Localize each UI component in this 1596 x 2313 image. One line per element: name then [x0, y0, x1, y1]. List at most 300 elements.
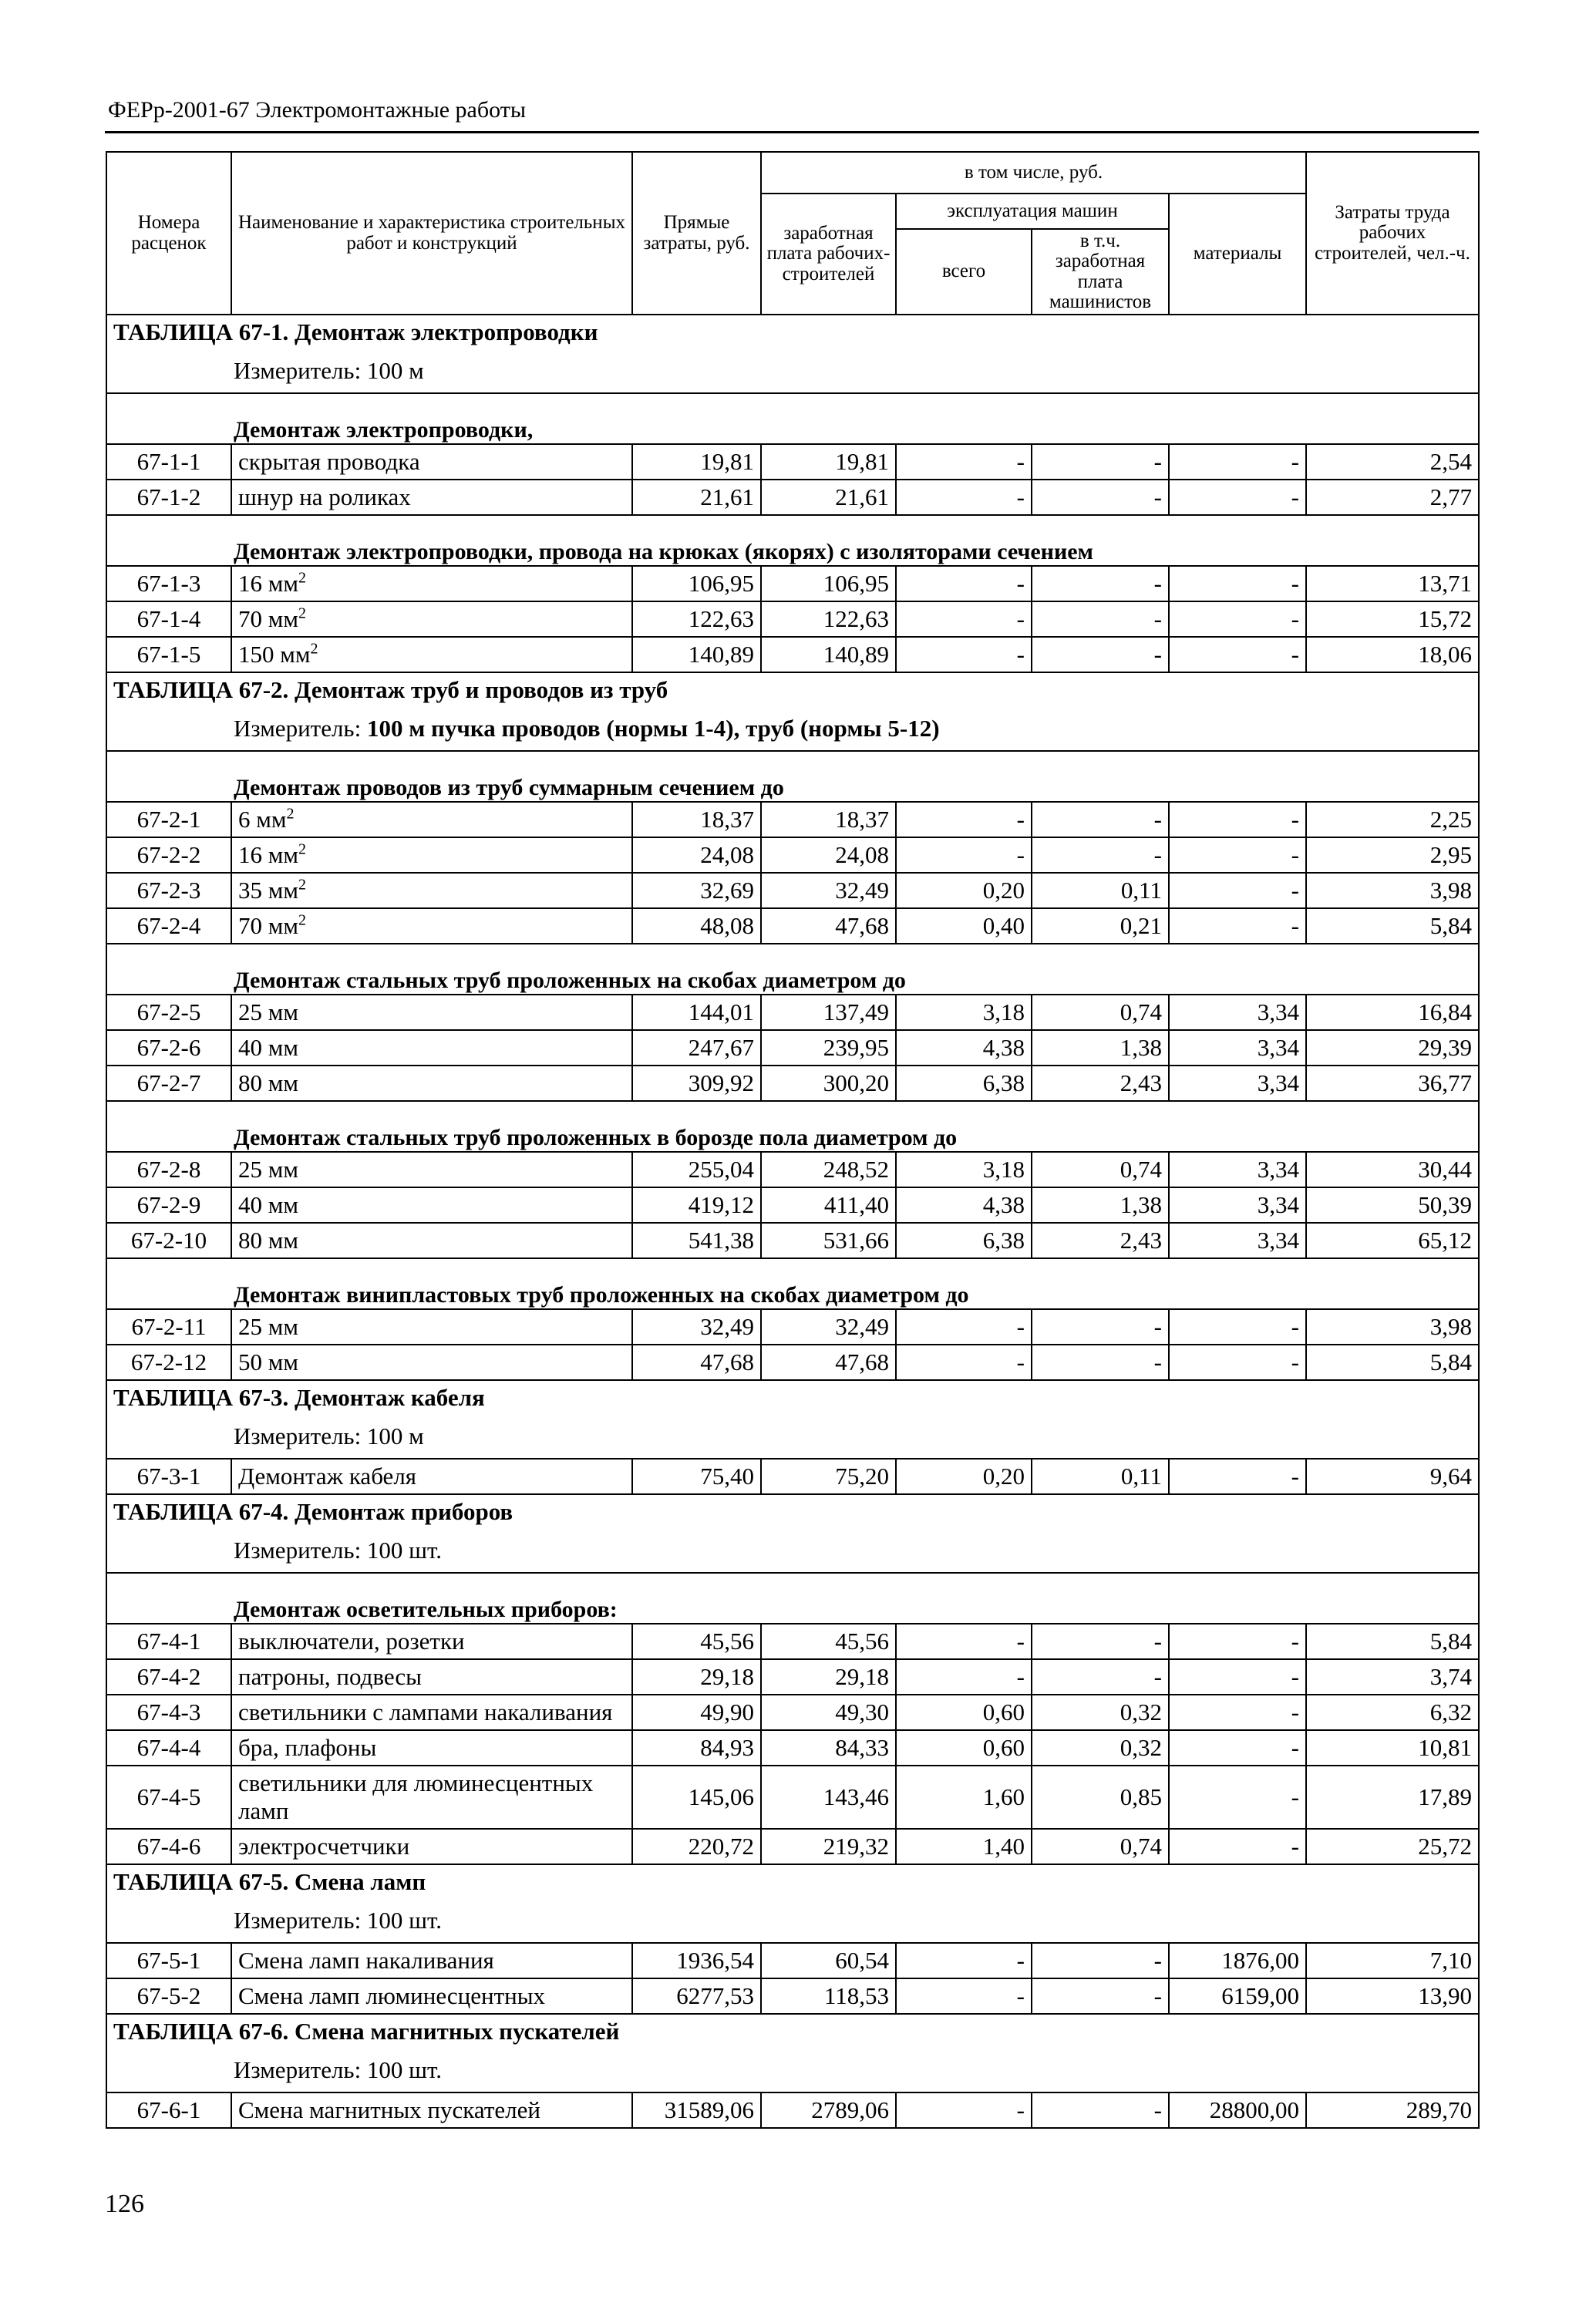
col-header-direct-costs: Прямые затраты, руб. [632, 152, 761, 315]
labor-value: 65,12 [1306, 1223, 1479, 1258]
materials-value: - [1169, 1309, 1306, 1345]
machines-total-value: - [896, 566, 1032, 601]
table-row [106, 601, 1479, 637]
work-name [231, 480, 632, 515]
group-title: Демонтаж стальных труб проложенных в борозде пола диаметром до [106, 1101, 1479, 1152]
work-name [231, 637, 632, 672]
machinists-wages-value: 0,11 [1032, 1459, 1169, 1494]
direct-costs-value: 84,93 [632, 1730, 761, 1766]
work-name [231, 601, 632, 637]
labor-value: 5,84 [1306, 908, 1479, 944]
rate-code: 67-2-1 [106, 802, 231, 837]
materials-value: - [1169, 1624, 1306, 1659]
labor-value: 5,84 [1306, 1345, 1479, 1380]
labor-value: 18,06 [1306, 637, 1479, 672]
measure-row [106, 1415, 1479, 1459]
materials-value: - [1169, 566, 1306, 601]
materials-value: - [1169, 1345, 1306, 1380]
table-title: ТАБЛИЦА 67-4. Демонтаж приборов [106, 1494, 1479, 1529]
labor-value: 50,39 [1306, 1187, 1479, 1223]
col-header-labor: Затраты труда рабочих строителей, чел.-ч. [1306, 152, 1479, 315]
unit-exponent: 2 [310, 640, 318, 658]
machinists-wages-value: 0,74 [1032, 1152, 1169, 1187]
col-header-machinists-wages: в т.ч. заработная плата машинистов [1032, 229, 1169, 315]
work-name [231, 1066, 632, 1101]
machines-total-value: 1,40 [896, 1829, 1032, 1864]
materials-value: 3,34 [1169, 1223, 1306, 1258]
direct-costs-value: 255,04 [632, 1152, 761, 1187]
machines-total-value: - [896, 1978, 1032, 2014]
machines-total-value: - [896, 601, 1032, 637]
work-name-text: Смена ламп люминесцентных [238, 1981, 546, 2009]
measure-value: 100 м пучка проводов (нормы 1-4), труб (нормы 5-12) [366, 714, 940, 742]
direct-costs-value: 140,89 [632, 637, 761, 672]
work-name [231, 1943, 632, 1978]
wages-value: 411,40 [761, 1187, 896, 1223]
work-name-text: светильники с лампами накаливания [238, 1698, 613, 1725]
labor-value: 3,98 [1306, 873, 1479, 908]
work-name-text: 40 мм [238, 1190, 298, 1218]
machines-total-value: 0,60 [896, 1730, 1032, 1766]
machines-total-value: 1,60 [896, 1766, 1032, 1829]
wages-value: 140,89 [761, 637, 896, 672]
labor-value: 29,39 [1306, 1030, 1479, 1066]
table-title: ТАБЛИЦА 67-2. Демонтаж труб и проводов из труб [106, 672, 1479, 707]
wages-value: 32,49 [761, 873, 896, 908]
labor-value: 36,77 [1306, 1066, 1479, 1101]
materials-value: 28800,00 [1169, 2092, 1306, 2128]
table-row [106, 873, 1479, 908]
unit-exponent: 2 [298, 911, 306, 929]
col-header-machines: эксплуатация машин [896, 194, 1169, 229]
machines-total-value: - [896, 444, 1032, 480]
measure-unit: Измеритель: 100 шт. [106, 2049, 1479, 2092]
labor-value: 289,70 [1306, 2092, 1479, 2128]
table-title-row [106, 1494, 1479, 1529]
wages-value: 122,63 [761, 601, 896, 637]
machines-total-value: 3,18 [896, 995, 1032, 1030]
wages-value: 49,30 [761, 1695, 896, 1730]
work-name-text: Демонтаж кабеля [238, 1462, 417, 1490]
machinists-wages-value: - [1032, 480, 1169, 515]
direct-costs-value: 29,18 [632, 1659, 761, 1695]
machinists-wages-value: 1,38 [1032, 1187, 1169, 1223]
work-name-text: Смена магнитных пускателей [238, 2096, 540, 2123]
labor-value: 5,84 [1306, 1624, 1479, 1659]
work-name [231, 1345, 632, 1380]
table-row [106, 2092, 1479, 2128]
table-row [106, 802, 1479, 837]
machinists-wages-value: 0,11 [1032, 873, 1169, 908]
rate-code: 67-4-1 [106, 1624, 231, 1659]
wages-value: 248,52 [761, 1152, 896, 1187]
direct-costs-value: 419,12 [632, 1187, 761, 1223]
direct-costs-value: 106,95 [632, 566, 761, 601]
materials-value: - [1169, 1730, 1306, 1766]
work-name-text: 80 мм [238, 1226, 298, 1254]
work-name [231, 1695, 632, 1730]
labor-value: 25,72 [1306, 1829, 1479, 1864]
direct-costs-value: 24,08 [632, 837, 761, 873]
work-name [231, 1624, 632, 1659]
group-title: Демонтаж винипластовых труб проложенных на скобах диаметром до [106, 1258, 1479, 1309]
labor-value: 7,10 [1306, 1943, 1479, 1978]
machinists-wages-value: 2,43 [1032, 1066, 1169, 1101]
machinists-wages-value: - [1032, 837, 1169, 873]
wages-value: 32,49 [761, 1309, 896, 1345]
materials-value: 1876,00 [1169, 1943, 1306, 1978]
work-name-text: бра, плафоны [238, 1733, 377, 1761]
rate-code: 67-2-12 [106, 1345, 231, 1380]
materials-value: - [1169, 837, 1306, 873]
rate-code: 67-2-7 [106, 1066, 231, 1101]
work-name [231, 1459, 632, 1494]
measure-unit: Измеритель: 100 шт. [106, 1899, 1479, 1943]
rate-code: 67-2-6 [106, 1030, 231, 1066]
direct-costs-value: 32,69 [632, 873, 761, 908]
machines-total-value: 3,18 [896, 1152, 1032, 1187]
rate-code: 67-4-5 [106, 1766, 231, 1829]
labor-value: 2,95 [1306, 837, 1479, 873]
page-number: 126 [105, 2190, 144, 2218]
materials-value: - [1169, 1695, 1306, 1730]
direct-costs-value: 48,08 [632, 908, 761, 944]
table-title-row [106, 315, 1479, 349]
table-row [106, 637, 1479, 672]
table-row [106, 1066, 1479, 1101]
measure-unit: Измеритель: 100 шт. [106, 1529, 1479, 1573]
wages-value: 137,49 [761, 995, 896, 1030]
running-header: ФЕРр-2001-67 Электромонтажные работы [108, 97, 527, 123]
unit-exponent: 2 [298, 604, 306, 622]
work-name-text: электросчетчики [238, 1832, 410, 1860]
wages-value: 29,18 [761, 1659, 896, 1695]
unit-exponent: 2 [298, 569, 306, 587]
direct-costs-value: 145,06 [632, 1766, 761, 1829]
labor-value: 16,84 [1306, 995, 1479, 1030]
work-name [231, 2092, 632, 2128]
work-name-text: 80 мм [238, 1069, 298, 1096]
measure-row [106, 1899, 1479, 1943]
machinists-wages-value: - [1032, 2092, 1169, 2128]
direct-costs-value: 6277,53 [632, 1978, 761, 2014]
materials-value: - [1169, 1459, 1306, 1494]
table-row [106, 1030, 1479, 1066]
labor-value: 2,25 [1306, 802, 1479, 837]
materials-value: - [1169, 873, 1306, 908]
labor-value: 17,89 [1306, 1766, 1479, 1829]
machines-total-value: 0,40 [896, 908, 1032, 944]
group-title-row [106, 1258, 1479, 1309]
machinists-wages-value: - [1032, 637, 1169, 672]
work-name-text: 25 мм [238, 1312, 298, 1340]
machines-total-value: - [896, 1659, 1032, 1695]
table-row [106, 1829, 1479, 1864]
table-title: ТАБЛИЦА 67-5. Смена ламп [106, 1864, 1479, 1899]
table-row [106, 1152, 1479, 1187]
measure-row [106, 707, 1479, 751]
materials-value: - [1169, 1659, 1306, 1695]
wages-value: 21,61 [761, 480, 896, 515]
rate-code: 67-2-8 [106, 1152, 231, 1187]
wages-value: 2789,06 [761, 2092, 896, 2128]
work-name-text: скрытая проводка [238, 447, 420, 475]
machines-total-value: 4,38 [896, 1030, 1032, 1066]
machines-total-value: 4,38 [896, 1187, 1032, 1223]
table-row [106, 1943, 1479, 1978]
direct-costs-value: 18,37 [632, 802, 761, 837]
table-row [106, 1223, 1479, 1258]
machines-total-value: 0,20 [896, 1459, 1032, 1494]
work-name-text: 6 мм [238, 805, 287, 833]
materials-value: - [1169, 1829, 1306, 1864]
wages-value: 143,46 [761, 1766, 896, 1829]
direct-costs-value: 21,61 [632, 480, 761, 515]
machines-total-value: - [896, 637, 1032, 672]
measure-unit [106, 707, 1479, 751]
rate-code: 67-1-1 [106, 444, 231, 480]
rate-code: 67-2-11 [106, 1309, 231, 1345]
wages-value: 60,54 [761, 1943, 896, 1978]
wages-value: 47,68 [761, 1345, 896, 1380]
table-row [106, 837, 1479, 873]
rate-code: 67-5-1 [106, 1943, 231, 1978]
rate-code: 67-1-4 [106, 601, 231, 637]
rate-code: 67-2-3 [106, 873, 231, 908]
direct-costs-value: 32,49 [632, 1309, 761, 1345]
wages-value: 75,20 [761, 1459, 896, 1494]
col-header-materials: материалы [1169, 194, 1306, 315]
labor-value: 13,90 [1306, 1978, 1479, 2014]
machines-total-value: - [896, 480, 1032, 515]
wages-value: 47,68 [761, 908, 896, 944]
unit-exponent: 2 [298, 876, 306, 894]
work-name-text: 35 мм [238, 876, 298, 904]
table-row [106, 444, 1479, 480]
rate-code: 67-4-3 [106, 1695, 231, 1730]
work-name [231, 1659, 632, 1695]
table-row [106, 1659, 1479, 1695]
direct-costs-value: 1936,54 [632, 1943, 761, 1978]
machines-total-value: - [896, 1345, 1032, 1380]
rate-code: 67-3-1 [106, 1459, 231, 1494]
machines-total-value: - [896, 837, 1032, 873]
table-row [106, 1187, 1479, 1223]
machines-total-value: - [896, 802, 1032, 837]
work-name-text: 16 мм [238, 569, 298, 597]
materials-value: 3,34 [1169, 995, 1306, 1030]
materials-value: 3,34 [1169, 1187, 1306, 1223]
direct-costs-value: 75,40 [632, 1459, 761, 1494]
work-name-text: выключатели, розетки [238, 1627, 465, 1655]
work-name-text: 25 мм [238, 1155, 298, 1183]
work-name-text: 50 мм [238, 1348, 298, 1375]
wages-value: 84,33 [761, 1730, 896, 1766]
machinists-wages-value: - [1032, 1309, 1169, 1345]
table-row [106, 480, 1479, 515]
header-rule [105, 131, 1479, 133]
rate-code: 67-2-10 [106, 1223, 231, 1258]
labor-value: 10,81 [1306, 1730, 1479, 1766]
direct-costs-value: 541,38 [632, 1223, 761, 1258]
direct-costs-value: 122,63 [632, 601, 761, 637]
work-name [231, 444, 632, 480]
table-title: ТАБЛИЦА 67-6. Смена магнитных пускателей [106, 2014, 1479, 2049]
direct-costs-value: 309,92 [632, 1066, 761, 1101]
group-title: Демонтаж стальных труб проложенных на скобах диаметром до [106, 944, 1479, 995]
col-header-wages: заработная плата рабочих-строителей [761, 194, 896, 315]
machinists-wages-value: - [1032, 1943, 1169, 1978]
measure-row [106, 2049, 1479, 2092]
machinists-wages-value: 1,38 [1032, 1030, 1169, 1066]
work-name [231, 1309, 632, 1345]
machines-total-value: - [896, 1943, 1032, 1978]
work-name [231, 1978, 632, 2014]
work-name [231, 995, 632, 1030]
table-title-row [106, 672, 1479, 707]
table-row [106, 566, 1479, 601]
rate-code: 67-1-5 [106, 637, 231, 672]
labor-value: 3,98 [1306, 1309, 1479, 1345]
group-title: Демонтаж электропроводки, [106, 393, 1479, 444]
table-body [106, 315, 1479, 2128]
materials-value: - [1169, 601, 1306, 637]
machinists-wages-value: - [1032, 1345, 1169, 1380]
rate-code: 67-4-2 [106, 1659, 231, 1695]
measure-row [106, 349, 1479, 393]
table-header [106, 152, 1479, 315]
col-header-code: Номера расценок [106, 152, 231, 315]
machinists-wages-value: 0,85 [1032, 1766, 1169, 1829]
measure-unit: Измеритель: 100 м [106, 1415, 1479, 1459]
wages-value: 219,32 [761, 1829, 896, 1864]
work-name [231, 1223, 632, 1258]
wages-value: 106,95 [761, 566, 896, 601]
machinists-wages-value: - [1032, 566, 1169, 601]
wages-value: 18,37 [761, 802, 896, 837]
work-name [231, 566, 632, 601]
norms-table [106, 151, 1480, 2129]
group-title-row [106, 944, 1479, 995]
wages-value: 24,08 [761, 837, 896, 873]
col-header-machines-total: всего [896, 229, 1032, 315]
table-row [106, 1766, 1479, 1829]
labor-value: 13,71 [1306, 566, 1479, 601]
direct-costs-value: 45,56 [632, 1624, 761, 1659]
col-header-name: Наименование и характеристика строительных работ и конструкций [231, 152, 632, 315]
machines-total-value: - [896, 1624, 1032, 1659]
machinists-wages-value: - [1032, 1659, 1169, 1695]
group-title-row [106, 1573, 1479, 1624]
measure-unit: Измеритель: 100 м [106, 349, 1479, 393]
work-name [231, 908, 632, 944]
wages-value: 45,56 [761, 1624, 896, 1659]
machinists-wages-value: - [1032, 444, 1169, 480]
machines-total-value: 0,60 [896, 1695, 1032, 1730]
wages-value: 531,66 [761, 1223, 896, 1258]
wages-value: 19,81 [761, 444, 896, 480]
direct-costs-value: 31589,06 [632, 2092, 761, 2128]
materials-value: - [1169, 444, 1306, 480]
rate-code: 67-4-4 [106, 1730, 231, 1766]
group-title: Демонтаж проводов из труб суммарным сечением до [106, 751, 1479, 802]
table-title-row [106, 1380, 1479, 1415]
machinists-wages-value: 0,32 [1032, 1695, 1169, 1730]
measure-prefix: Измеритель: [234, 714, 367, 742]
work-name [231, 1030, 632, 1066]
labor-value: 15,72 [1306, 601, 1479, 637]
machinists-wages-value: 0,74 [1032, 1829, 1169, 1864]
work-name-text: шнур на роликах [238, 483, 411, 510]
labor-value: 3,74 [1306, 1659, 1479, 1695]
rate-code: 67-6-1 [106, 2092, 231, 2128]
work-name-text: 16 мм [238, 840, 298, 868]
wages-value: 300,20 [761, 1066, 896, 1101]
materials-value: - [1169, 480, 1306, 515]
work-name-text: 70 мм [238, 604, 298, 632]
table-row [106, 1624, 1479, 1659]
rate-code: 67-2-2 [106, 837, 231, 873]
table-title: ТАБЛИЦА 67-1. Демонтаж электропроводки [106, 315, 1479, 349]
materials-value: 6159,00 [1169, 1978, 1306, 2014]
materials-value: - [1169, 802, 1306, 837]
unit-exponent: 2 [286, 805, 295, 823]
machinists-wages-value: 2,43 [1032, 1223, 1169, 1258]
work-name-text: 150 мм [238, 640, 311, 668]
machinists-wages-value: - [1032, 1624, 1169, 1659]
table-title: ТАБЛИЦА 67-3. Демонтаж кабеля [106, 1380, 1479, 1415]
group-title: Демонтаж электропроводки, провода на крюках (якорях) с изоляторами сечением [106, 515, 1479, 566]
labor-value: 2,54 [1306, 444, 1479, 480]
work-name [231, 873, 632, 908]
rate-code: 67-2-5 [106, 995, 231, 1030]
table-row [106, 908, 1479, 944]
table-row [106, 1345, 1479, 1380]
work-name [231, 837, 632, 873]
group-title-row [106, 393, 1479, 444]
work-name-text: 70 мм [238, 911, 298, 939]
machines-total-value: - [896, 1309, 1032, 1345]
work-name-text: патроны, подвесы [238, 1662, 422, 1690]
group-title: Демонтаж осветительных приборов: [106, 1573, 1479, 1624]
labor-value: 30,44 [1306, 1152, 1479, 1187]
machinists-wages-value: 0,74 [1032, 995, 1169, 1030]
machines-total-value: 6,38 [896, 1223, 1032, 1258]
work-name-text: 25 мм [238, 998, 298, 1025]
wages-value: 118,53 [761, 1978, 896, 2014]
materials-value: 3,34 [1169, 1066, 1306, 1101]
machines-total-value: 0,20 [896, 873, 1032, 908]
work-name-text: Смена ламп накаливания [238, 1946, 494, 1974]
wages-value: 239,95 [761, 1030, 896, 1066]
labor-value: 9,64 [1306, 1459, 1479, 1494]
machines-total-value: 6,38 [896, 1066, 1032, 1101]
work-name [231, 1730, 632, 1766]
table-row [106, 1309, 1479, 1345]
rate-code: 67-2-4 [106, 908, 231, 944]
table-row [106, 1459, 1479, 1494]
rate-code: 67-2-9 [106, 1187, 231, 1223]
direct-costs-value: 19,81 [632, 444, 761, 480]
direct-costs-value: 144,01 [632, 995, 761, 1030]
group-title-row [106, 751, 1479, 802]
work-name [231, 1152, 632, 1187]
work-name [231, 1187, 632, 1223]
direct-costs-value: 49,90 [632, 1695, 761, 1730]
table-row [106, 995, 1479, 1030]
materials-value: - [1169, 637, 1306, 672]
machinists-wages-value: - [1032, 802, 1169, 837]
